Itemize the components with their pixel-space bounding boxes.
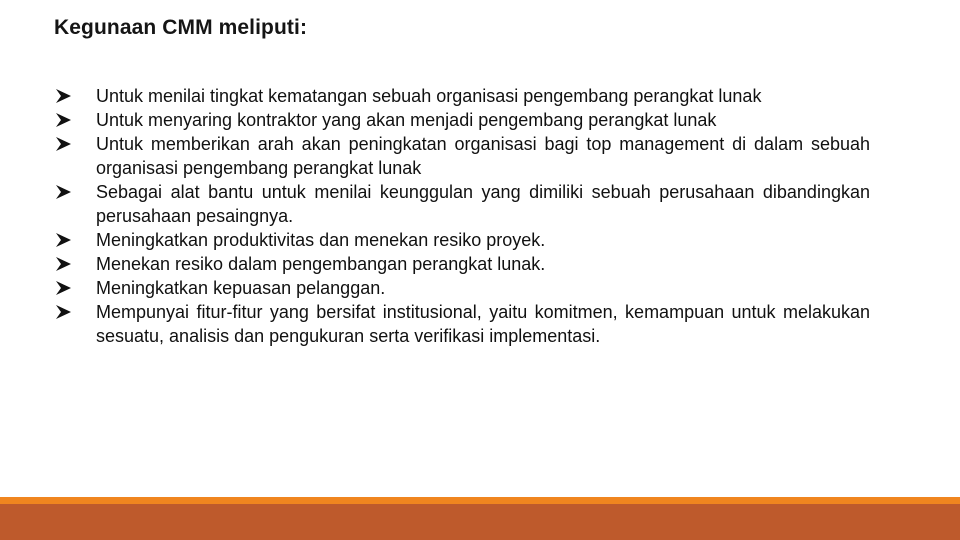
list-item	[56, 252, 870, 276]
bullet-list	[56, 84, 870, 348]
list-item	[56, 84, 870, 108]
arrow-bullet-icon	[56, 252, 96, 276]
arrow-bullet-icon	[56, 276, 96, 300]
footer-accent-stripe	[0, 497, 960, 504]
bullet-text: Untuk menilai tingkat kematangan sebuah organisasi pengembang perangkat lunak	[96, 86, 762, 106]
arrow-bullet-icon	[56, 132, 96, 156]
list-item	[56, 300, 870, 348]
bullet-text: Mempunyai fitur-fitur yang bersifat institusional, yaitu komitmen, kemampuan untuk melakukan sesuatu, analisis dan pengukuran serta verifikasi implementasi.	[96, 302, 870, 346]
bullet-text: Untuk menyaring kontraktor yang akan menjadi pengembang perangkat lunak	[96, 110, 717, 130]
footer-bar	[0, 504, 960, 540]
arrow-bullet-icon	[56, 84, 96, 108]
list-item	[56, 108, 870, 132]
bullet-text: Meningkatkan kepuasan pelanggan.	[96, 278, 386, 298]
bullet-text: Sebagai alat bantu untuk menilai keunggulan yang dimiliki sebuah perusahaan dibandingkan perusahaan pesaingnya.	[96, 182, 870, 226]
list-item	[56, 132, 870, 180]
bullet-text: Menekan resiko dalam pengembangan perangkat lunak.	[96, 254, 546, 274]
arrow-bullet-icon	[56, 300, 96, 324]
arrow-bullet-icon	[56, 180, 96, 204]
bullet-text: Untuk memberikan arah akan peningkatan organisasi bagi top management di dalam sebuah organisasi pengembang perangkat lunak	[96, 134, 870, 178]
arrow-bullet-icon	[56, 228, 96, 252]
list-item	[56, 228, 870, 252]
slide-title: Kegunaan CMM meliputi:	[54, 16, 308, 39]
list-item	[56, 180, 870, 228]
bullet-text: Meningkatkan produktivitas dan menekan resiko proyek.	[96, 230, 546, 250]
arrow-bullet-icon	[56, 108, 96, 132]
list-item	[56, 276, 870, 300]
